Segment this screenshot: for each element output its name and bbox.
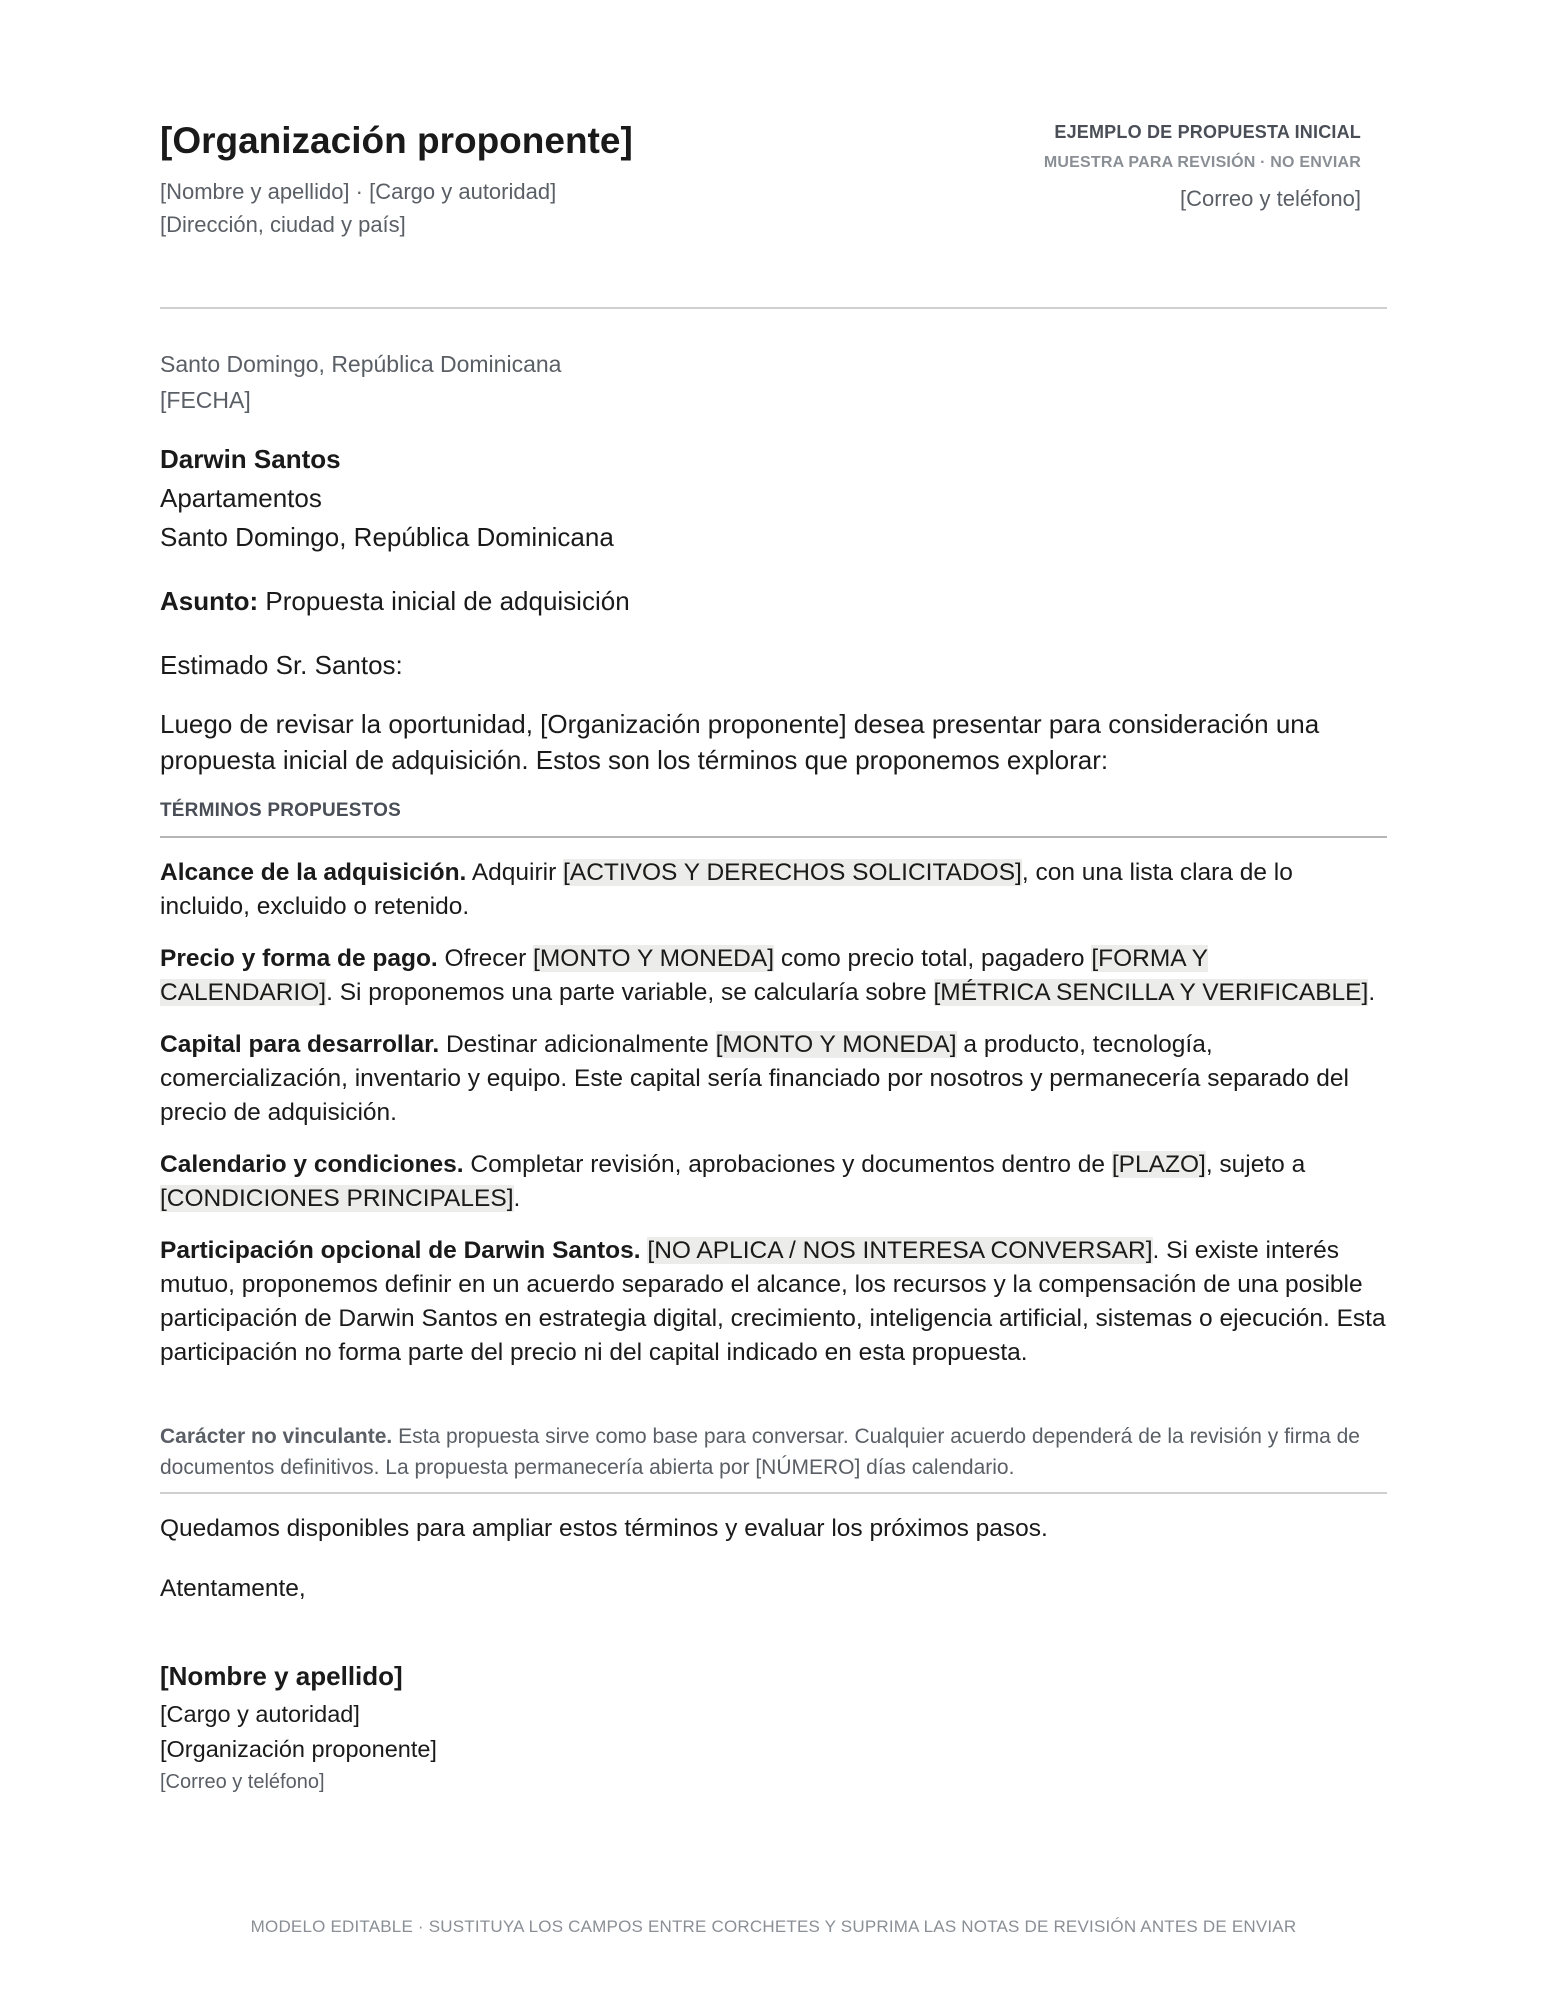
sender-address: [Dirección, ciudad y país]	[160, 212, 406, 237]
term-title: Alcance de la adquisición.	[160, 859, 467, 886]
note-divider	[160, 1492, 1387, 1494]
term-text: .	[513, 1185, 521, 1212]
non-binding-note	[160, 1421, 1387, 1483]
subject-line	[160, 586, 630, 617]
term-title: Capital para desarrollar.	[160, 1031, 440, 1058]
recipient-name: Darwin Santos	[160, 444, 341, 474]
term-capital	[160, 1028, 1387, 1130]
placeholder-field: [ACTIVOS Y DERECHOS SOLICITADOS]	[563, 859, 1022, 886]
placeholder-field: [PLAZO]	[1111, 1151, 1206, 1178]
recipient-block	[160, 440, 614, 557]
subject-label: Asunto:	[160, 586, 259, 616]
date: [FECHA]	[160, 387, 251, 413]
regards: Atentamente,	[160, 1575, 306, 1602]
sample-subtitle: MUESTRA PARA REVISIÓN · NO ENVIAR	[1043, 154, 1361, 171]
term-text: , sujeto a	[1205, 1151, 1306, 1178]
sender-name-role: [Nombre y apellido] · [Cargo y autoridad]	[160, 179, 557, 204]
terms-list	[160, 856, 1387, 1388]
term-text: . Si proponemos una parte variable, se calcularía sobre	[326, 979, 934, 1006]
sample-badge: EJEMPLO DE PROPUESTA INICIAL	[1054, 122, 1361, 142]
term-text: como precio total, pagadero	[774, 945, 1092, 972]
recipient-location: Santo Domingo, República Dominicana	[160, 522, 614, 552]
footer-note: MODELO EDITABLE · SUSTITUYA LOS CAMPOS ENTRE CORCHETES Y SUPRIMA LAS NOTAS DE REVISIÓN ANTES DE ENVIAR	[250, 1917, 1297, 1936]
terms-heading: TÉRMINOS PROPUESTOS	[160, 800, 401, 821]
placeholder-field: [NO APLICA / NOS INTERESA CONVERSAR]	[647, 1237, 1153, 1264]
term-text: Adquirir	[466, 859, 564, 886]
term-text: , con una lista clara de lo incluido, excluido o retenido.	[160, 859, 1293, 920]
place: Santo Domingo, República Dominicana	[160, 351, 562, 377]
sender-contact: [Correo y teléfono]	[1180, 186, 1361, 211]
term-scope	[160, 856, 1387, 924]
signature-name: [Nombre y apellido]	[160, 1661, 403, 1691]
org-name: [Organización proponente]	[160, 120, 633, 161]
signature-role: [Cargo y autoridad]	[160, 1701, 360, 1727]
term-title: Participación opcional de Darwin Santos.	[160, 1237, 641, 1264]
term-title: Calendario y condiciones.	[160, 1151, 464, 1178]
letterhead-right	[1044, 122, 1361, 212]
term-text: Destinar adicionalmente	[439, 1031, 716, 1058]
term-title: Precio y forma de pago.	[160, 945, 438, 972]
closing-line: Quedamos disponibles para ampliar estos términos y evaluar los próximos pasos.	[160, 1515, 1048, 1542]
term-text: a producto, tecnología, comercialización, inventario y equipo. Este capital sería financiado por nosotros y permanecería separado del precio de adquisición.	[160, 1031, 1349, 1126]
term-text: Completar revisión, aprobaciones y documentos dentro de	[463, 1151, 1112, 1178]
term-text: . Si existe interés mutuo, proponemos definir en un acuerdo separado el alcance, los recursos y la compensación de una posible participación de Darwin Santos en estrategia digital, crecimiento, inteligencia artificial, sistemas o ejecución. Esta participación no forma parte del precio ni del capital indicado en esta propuesta.	[160, 1237, 1386, 1366]
term-price	[160, 942, 1387, 1010]
terms-divider	[160, 836, 1387, 838]
letterhead	[160, 118, 1387, 238]
term-text: Ofrecer	[437, 945, 534, 972]
letter-page	[160, 0, 1387, 2002]
signature-contact: [Correo y teléfono]	[160, 1771, 325, 1793]
note-title: Carácter no vinculante.	[160, 1425, 393, 1448]
term-participation	[160, 1234, 1387, 1370]
signature-org: [Organización proponente]	[160, 1736, 437, 1762]
subject-text: Propuesta inicial de adquisición	[258, 586, 630, 616]
greeting: Estimado Sr. Santos:	[160, 650, 403, 680]
term-text: .	[1368, 979, 1376, 1006]
placeholder-field: [MONTO Y MONEDA]	[533, 945, 775, 972]
placeholder-field: [FORMA Y CALENDARIO]	[160, 945, 1208, 1006]
intro-paragraph: Luego de revisar la oportunidad, [Organización proponente] desea presentar para consideración una propuesta inicial de adquisición. Estos son los términos que proponemos explorar:	[160, 709, 1320, 775]
place-date	[160, 346, 561, 418]
header-divider	[160, 307, 1387, 309]
placeholder-field: [MÉTRICA SENCILLA Y VERIFICABLE]	[933, 979, 1369, 1006]
term-schedule	[160, 1148, 1387, 1216]
note-text: Esta propuesta sirve como base para conversar. Cualquier acuerdo dependerá de la revisión y firma de documentos definitivos. La propuesta permanecería abierta por [NÚMERO] días calendario.	[160, 1425, 1360, 1479]
placeholder-field: [MONTO Y MONEDA]	[715, 1031, 957, 1058]
placeholder-field: [CONDICIONES PRINCIPALES]	[160, 1185, 514, 1212]
recipient-company: Apartamentos	[160, 483, 322, 513]
